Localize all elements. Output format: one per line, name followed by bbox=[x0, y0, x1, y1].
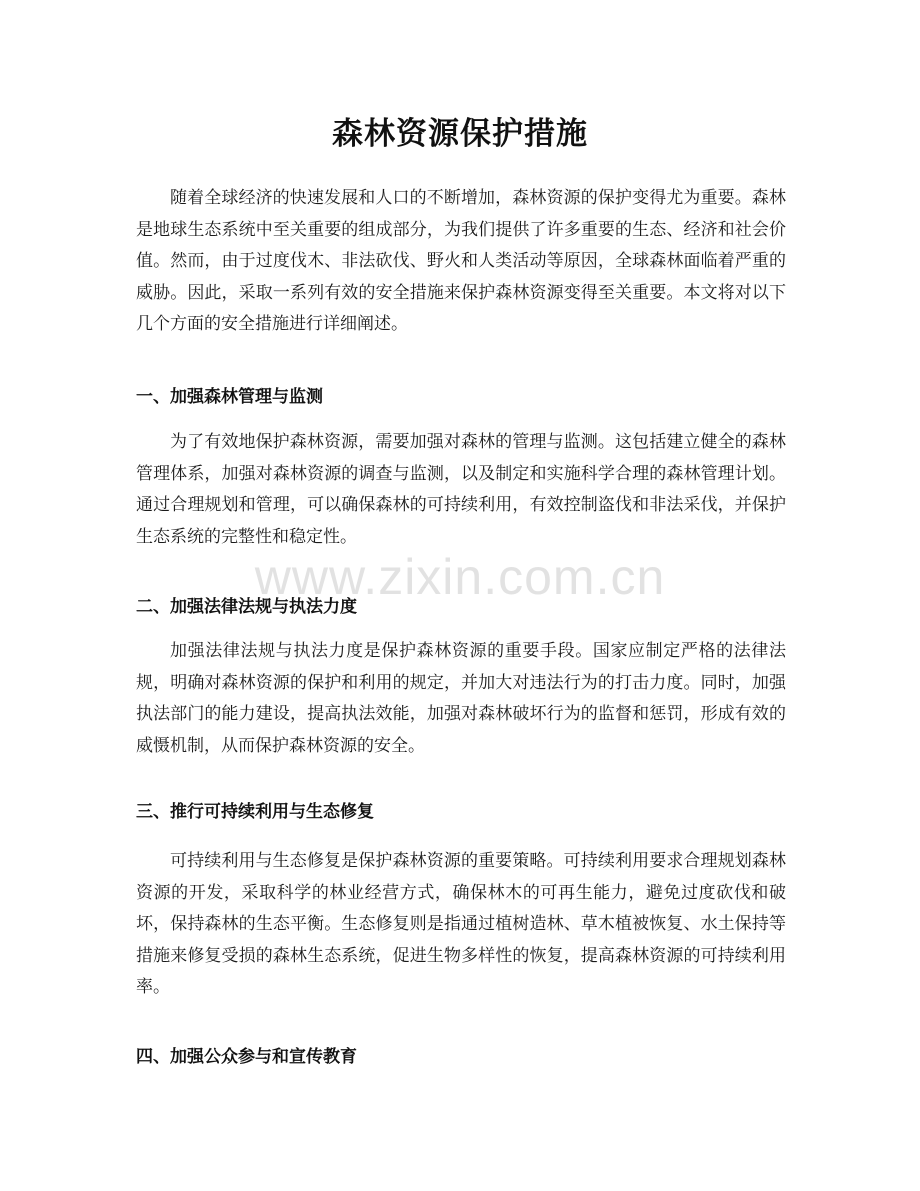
document-title: 森林资源保护措施 bbox=[332, 116, 588, 152]
watermark-text: www.zixin.com.cn bbox=[254, 549, 666, 605]
section-heading-2: 二、加强法律法规与执法力度 bbox=[136, 597, 357, 617]
section-body-1: 为了有效地保护森林资源，需要加强对森林的管理与监测。这包括建立健全的森林管理体系，加强对森林资源的调查与监测，以及制定和实施科学合理的森林管理计划。通过合理规划和管理，可以确保森林的可持续利用，有效控制盗伐和非法采伐，并保护生态系统的完整性和稳定性。 bbox=[136, 432, 786, 547]
section-body-2: 加强法律法规与执法力度是保护森林资源的重要手段。国家应制定严格的法律法规，明确对森林资源的保护和利用的规定，并加大对违法行为的打击力度。同时，加强执法部门的能力建设，提高执法效能，加强对森林破坏行为的监督和惩罚，形成有效的威慑机制，从而保护森林资源的安全。 bbox=[136, 641, 786, 756]
section-heading-1: 一、加强森林管理与监测 bbox=[136, 387, 323, 407]
section-heading-4: 四、加强公众参与和宣传教育 bbox=[136, 1047, 357, 1067]
section-body-3: 可持续利用与生态修复是保护森林资源的重要策略。可持续利用要求合理规划森林资源的开发，采取科学的林业经营方式，确保林木的可再生能力，避免过度砍伐和破坏，保持森林的生态平衡。生态修复则是指通过植树造林、草木植被恢复、水土保持等措施来修复受损的森林生态系统，促进生物多样性的恢复，提高森林资源的可持续利用率。 bbox=[136, 851, 786, 997]
section-heading-3: 三、推行可持续利用与生态修复 bbox=[136, 802, 374, 822]
intro-paragraph: 随着全球经济的快速发展和人口的不断增加，森林资源的保护变得尤为重要。森林是地球生态系统中至关重要的组成部分，为我们提供了许多重要的生态、经济和社会价值。然而，由于过度伐木、非法砍伐、野火和人类活动等原因，全球森林面临着严重的威胁。因此，采取一系列有效的安全措施来保护森林资源变得至关重要。本文将对以下几个方面的安全措施进行详细阐述。 bbox=[136, 188, 786, 334]
